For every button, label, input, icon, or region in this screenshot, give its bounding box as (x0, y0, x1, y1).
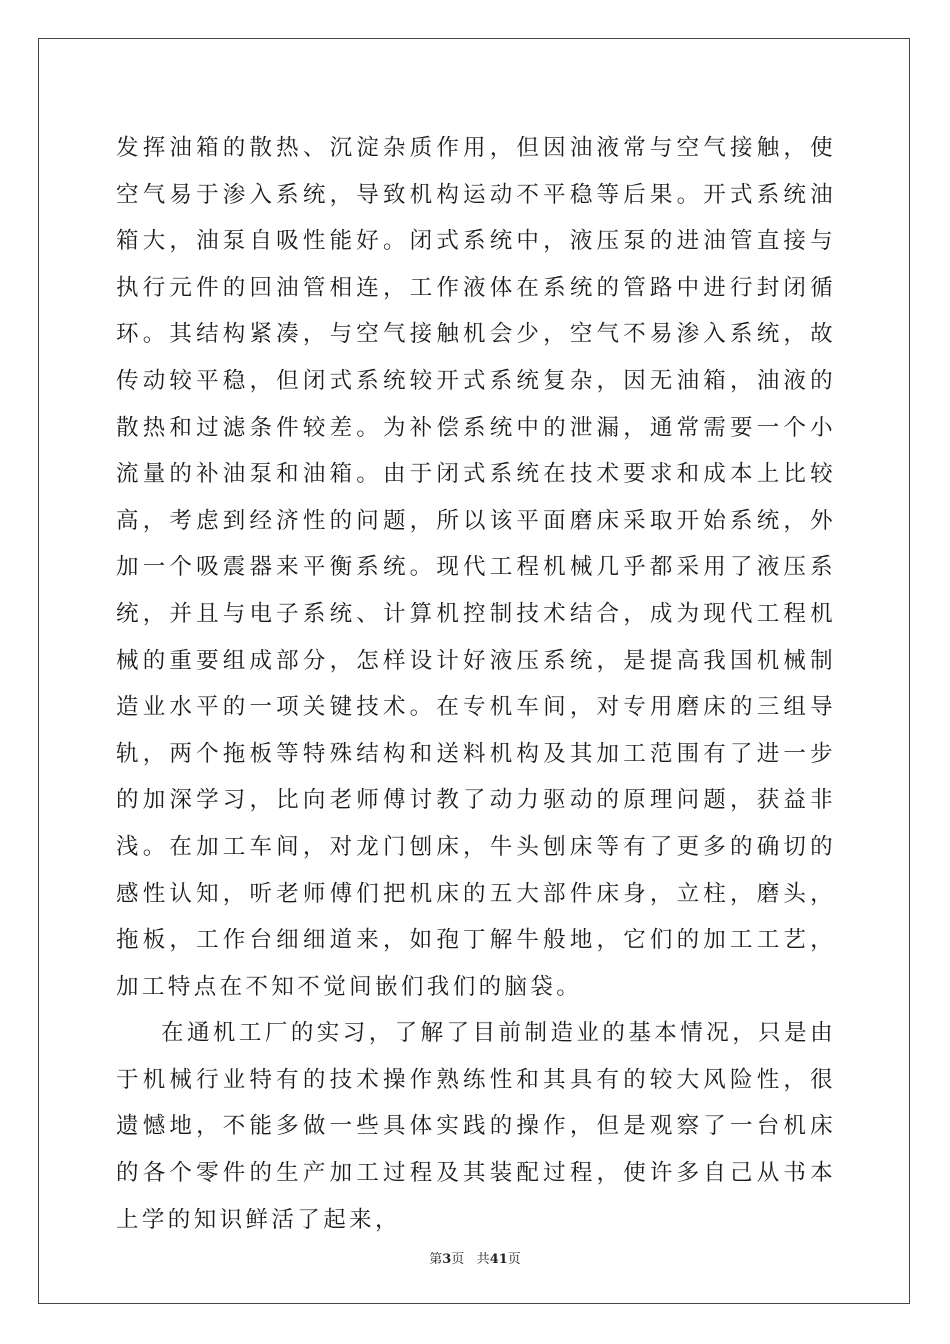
page-prefix: 第 (429, 1252, 443, 1267)
current-page-number: 3 (442, 1252, 452, 1267)
paragraph-1: 发挥油箱的散热、沉淀杂质作用，但因油液常与空气接触，使空气易于渗入系统，导致机构运动不平稳等后果。开式系统油箱大，油泵自吸性能好。闭式系统中，液压泵的进油管直接与执行元件的回油管相连，工作液体在系统的管路中进行封闭循环。其结构紧凑，与空气接触机会少，空气不易渗入系统，故传动较平稳，但闭式系统较开式系统复杂，因无油箱，油液的散热和过滤条件较差。为补偿系统中的泄漏，通常需要一个小流量的补油泵和油箱。由于闭式系统在技术要求和成本上比较高，考虑到经济性的问题，所以该平面磨床采取开始系统，外加一个吸震器来平衡系统。现代工程机械几乎都采用了液压系统，并且与电子系统、计算机控制技术结合，成为现代工程机械的重要组成部分，怎样设计好液压系统，是提高我国机械制造业水平的一项关键技术。在专机车间，对专用磨床的三组导轨，两个拖板等特殊结构和送料机构及其加工范围有了进一步的加深学习，比向老师傅讨教了动力驱动的原理问题，获益非浅。在加工车间，对龙门刨床，牛头刨床等有了更多的确切的感性认知，听老师傅们把机床的五大部件床身，立柱，磨头，拖板，工作台细细道来，如孢丁解牛般地，它们的加工工艺，加工特点在不知不觉间嵌们我们的脑袋。 (116, 135, 836, 1000)
page-suffix: 页 (451, 1252, 465, 1267)
paragraph-2: 在通机工厂的实习，了解了目前制造业的基本情况，只是由于机械行业特有的技术操作熟练性和其具有的较大风险性，很遗憾地，不能多做一些具体实践的操作，但是观察了一台机床的各个零件的生产加工过程及其装配过程，使许多自己从书本上学的知识鲜活了起来， (116, 1020, 836, 1233)
total-prefix: 共 (476, 1252, 490, 1267)
total-pages-number: 41 (489, 1252, 508, 1267)
total-suffix: 页 (507, 1252, 521, 1267)
document-body (116, 125, 836, 1243)
page-footer (0, 1248, 950, 1267)
